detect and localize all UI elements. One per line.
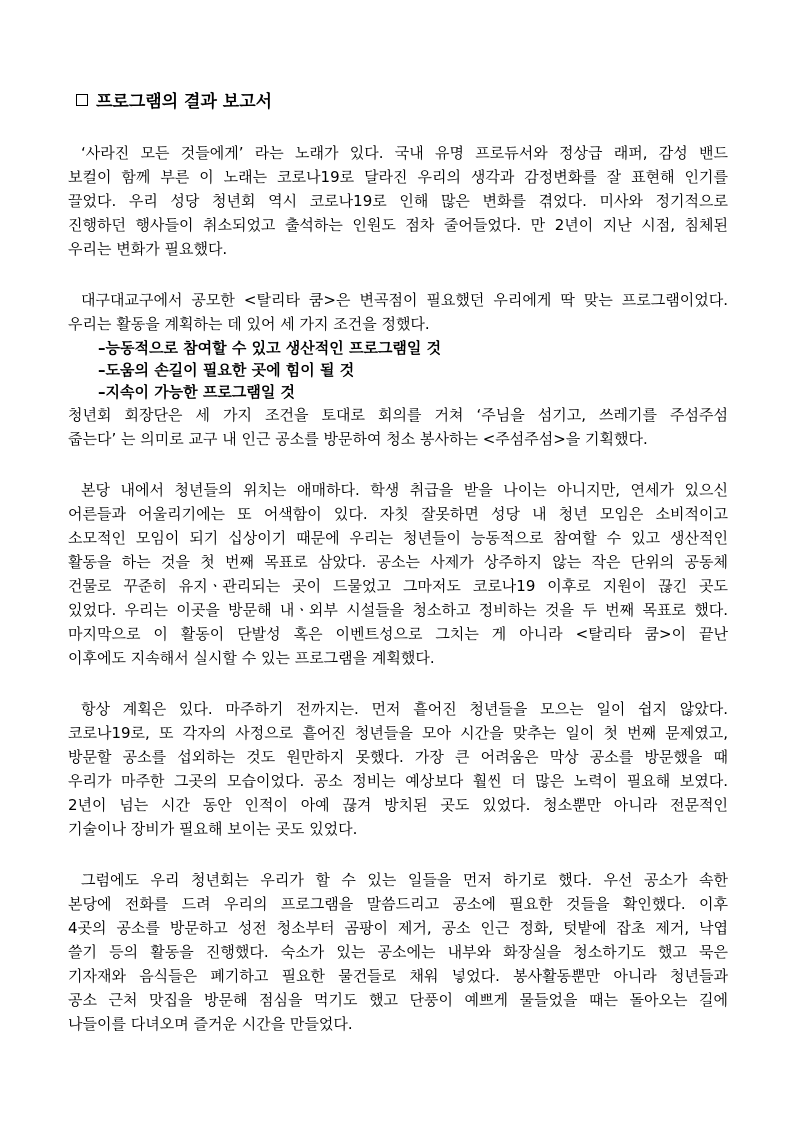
paragraph-4-line-1: 항상 계획은 있다. 마주하기 전까지는. 먼저 흩어진 청년들을 모으는 일이 쉽지 않았다.	[81, 700, 728, 718]
condition-item: –능동적으로 참여할 수 있고 생산적인 프로그램일 것	[98, 339, 442, 357]
paragraph-4-line-4: 우리가 마주한 그곳의 모습이었다. 공소 정비는 예상보다 훨씬 더 많은 노력이 필요해 보였다.	[68, 772, 728, 790]
paragraph-5-line-5: 기자재와 음식들은 폐기하고 필요한 물건들로 채워 넣었다. 봉사활동뿐만 아니라 청년들과	[68, 967, 728, 985]
paragraph-3-line-4: 활동을 하는 것을 첫 번째 목표로 삼았다. 공소는 사제가 상주하지 않는 작은 단위의 공동체	[68, 553, 728, 571]
paragraph-2-line-2: 우리는 활동을 계획하는 데 있어 세 가지 조건을 정했다.	[68, 315, 430, 333]
paragraph-1-line-4: 진행하던 행사들이 취소되었고 출석하는 인원도 점차 줄어들었다. 만 2년이 지난 시점, 침체된	[68, 216, 728, 234]
paragraph-3-line-8: 이후에도 지속해서 실시할 수 있는 프로그램을 계획했다.	[68, 649, 435, 667]
paragraph-5-line-4: 쓸기 등의 활동을 진행했다. 숙소가 있는 공소에는 내부와 화장실을 청소하기도 했고 묵은	[68, 943, 728, 961]
paragraph-3-line-5: 건물로 꾸준히 유지ㆍ관리되는 곳이 드물었고 그마저도 코로나19 이후로 지원이 끊긴 곳도	[68, 577, 728, 595]
paragraph-5-line-3: 4곳의 공소를 방문하고 성전 청소부터 곰팡이 제거, 공소 인근 정화, 텃밭에 잡초 제거, 낙엽	[68, 919, 728, 937]
checkbox-square-icon	[76, 94, 88, 106]
paragraph-5-line-7: 나들이를 다녀오며 즐거운 시간을 만들었다.	[68, 1015, 353, 1033]
paragraph-4-line-6: 기술이나 장비가 필요해 보이는 곳도 있었다.	[68, 820, 358, 838]
paragraph-2b-line-2: 줍는다’ 는 의미로 교구 내 인근 공소를 방문하여 청소 봉사하는 <주섬주섬>을 기획했다.	[68, 430, 648, 448]
paragraph-4-line-2: 코로나19로, 또 각자의 사정으로 흩어진 청년들을 모아 시간을 맞추는 일이 첫 번째 문제였고,	[68, 724, 728, 742]
paragraph-3-line-1: 본당 내에서 청년들의 위치는 애매하다. 학생 취급을 받을 나이는 아니지만, 연세가 있으신	[81, 481, 728, 499]
paragraph-5-line-2: 본당에 전화를 드려 우리의 프로그램을 말씀드리고 공소에 필요한 것들을 확인했다. 이후	[68, 895, 728, 913]
paragraph-3-line-2: 어른들과 어울리기에는 또 어색함이 있다. 자칫 잘못하면 성당 내 청년 모임은 소비적이고	[68, 505, 728, 523]
paragraph-2-line-1: 대구대교구에서 공모한 <탈리타 쿰>은 변곡점이 필요했던 우리에게 딱 맞는 프로그램이었다.	[81, 291, 728, 309]
paragraph-5-line-6: 공소 근처 맛집을 방문해 점심을 먹기도 했고 단풍이 예쁘게 물들었을 때는 돌아오는 길에	[68, 991, 728, 1009]
paragraph-2b-line-1: 청년회 회장단은 세 가지 조건을 토대로 회의를 거쳐 ‘주님을 섬기고, 쓰레기를 주섬주섬	[68, 406, 728, 424]
paragraph-3-line-3: 소모적인 모임이 되기 십상이기 때문에 우리는 청년들이 능동적으로 참여할 수 있고 생산적인	[68, 529, 728, 547]
paragraph-3-line-7: 마지막으로 이 활동이 단발성 혹은 이벤트성으로 그치는 게 아니라 <탈리타 쿰>이 끝난	[68, 625, 728, 643]
paragraph-1-line-5: 우리는 변화가 필요했다.	[68, 240, 228, 258]
paragraph-3-line-6: 있었다. 우리는 이곳을 방문해 내ㆍ외부 시설들을 청소하고 정비하는 것을 두 번째 목표로 했다.	[68, 601, 728, 619]
condition-item: –도움의 손길이 필요한 곳에 힘이 될 것	[98, 361, 355, 379]
paragraph-4-line-5: 2년이 넘는 시간 동안 인적이 아예 끊겨 방치된 곳도 있었다. 청소뿐만 아니라 전문적인	[68, 796, 728, 814]
paragraph-1-line-2: 보컬이 함께 부른 이 노래는 코로나19로 달라진 우리의 생각과 감정변화를 잘 표현해 인기를	[68, 168, 728, 186]
report-title-text: 프로그램의 결과 보고서	[96, 92, 273, 112]
condition-item: –지속이 가능한 프로그램일 것	[98, 383, 296, 401]
paragraph-5-line-1: 그럼에도 우리 청년회는 우리가 할 수 있는 일들을 먼저 하기로 했다. 우선 공소가 속한	[81, 871, 728, 889]
report-title	[76, 87, 272, 112]
paragraph-1-line-3: 끌었다. 우리 성당 청년회 역시 코로나19로 인해 많은 변화를 겪었다. 미사와 정기적으로	[68, 192, 728, 210]
paragraph-4-line-3: 방문할 공소를 섭외하는 것도 원만하지 못했다. 가장 큰 어려움은 막상 공소를 방문했을 때	[68, 748, 728, 766]
paragraph-1-line-1: ‘사라진 모든 것들에게’ 라는 노래가 있다. 국내 유명 프로듀서와 정상급 래퍼, 감성 밴드	[81, 144, 728, 162]
